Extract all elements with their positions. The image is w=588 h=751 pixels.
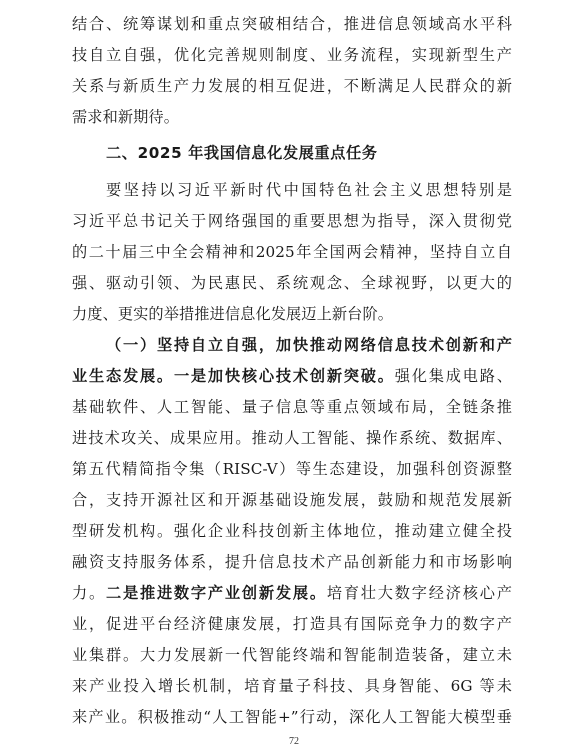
text-line (72, 366, 512, 386)
text-line: 力度、更实的举措推进信息化发展迈上新台阶。 (72, 305, 394, 323)
text-line: 需求和新期待。 (72, 108, 180, 126)
page-number: 72 (289, 736, 299, 747)
task-heading: 一是加快核心技术创新突破。 (173, 367, 395, 385)
text-line: 第五代精简指令集（RISC-V）等生态建设，加强科创资源整 (72, 460, 512, 478)
text-line: 的二十届三中全会精神和2025年全国两会精神，坚持自立自 (72, 243, 512, 261)
text-line (72, 583, 512, 603)
text-line: 结合、统筹谋划和重点突破相结合，推进信息领域高水平科 (72, 15, 512, 33)
text-line: 习近平总书记关于网络强国的重要思想为指导，深入贯彻党 (72, 212, 512, 230)
text-line: 来产业。积极推动“人工智能+”行动，深化人工智能大模型垂 (72, 708, 512, 726)
text-line: 型研发机构。强化企业科技创新主体地位，推动建立健全投 (72, 522, 512, 540)
text-line: 业集群。大力发展新一代智能终端和智能制造装备，建立未 (72, 646, 512, 664)
subsection-heading-end: 业生态发展。 (72, 367, 174, 385)
text-line: 进技术攻关、成果应用。推动人工智能、操作系统、数据库、 (72, 429, 512, 447)
task-heading: 二是推进数字产业创新发展。 (105, 584, 327, 602)
section-heading: 二、2025 年我国信息化发展重点任务 (106, 144, 378, 162)
text-line: 关系与新质生产力发展的相互促进，不断满足人民群众的新 (72, 77, 512, 95)
text-span: 强化集成电路、 (394, 367, 512, 385)
text-line: 技自立自强，优化完善规则制度、业务流程，实现新型生产 (72, 46, 512, 64)
text-line: 合，支持开源社区和开源基础设施发展，鼓励和规范发展新 (72, 491, 512, 509)
text-line: 来产业投入增长机制，培育量子科技、具身智能、6G 等未 (72, 677, 512, 695)
text-line: 要坚持以习近平新时代中国特色社会主义思想特别是 (106, 181, 512, 199)
text-line: 融资支持服务体系，提升信息技术产品创新能力和市场影响 (72, 553, 512, 571)
text-span: 力。 (72, 584, 106, 602)
subsection-heading: （一）坚持自立自强，加快推动网络信息技术创新和产 (106, 336, 512, 354)
text-span: 培育壮大数字经济核心产 (326, 584, 512, 602)
text-line: 业，促进平台经济健康发展，打造具有国际竞争力的数字产 (72, 615, 512, 633)
text-line: 强、驱动引领、为民惠民、系统观念、全球视野，以更大的 (72, 274, 512, 292)
text-line: 基础软件、人工智能、量子信息等重点领域布局，全链条推 (72, 398, 512, 416)
